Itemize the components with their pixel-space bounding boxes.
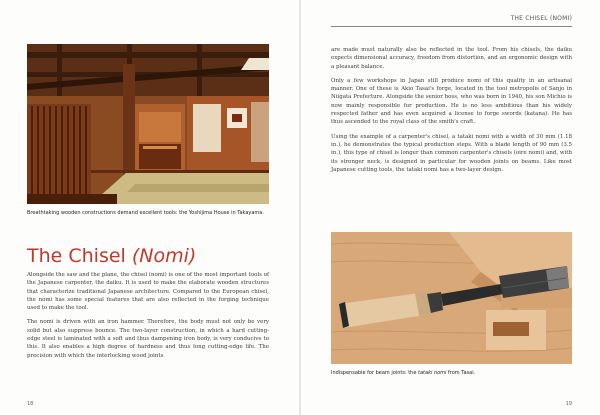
section-heading xyxy=(27,245,196,267)
right-paragraph-2: Only a few workshops in Japan still produce nomi of this quality in an artisanal manner. One of these is Akio Tasai's forge, located in the tool metropolis of Sanjo in Niigata Prefecture. Alongside the senior boss, who was born in 1940, his son Michio is now mainly responsible for production. He is no less ambitious than his widely respected father and has even acquired a license to forge swords (katana). He has thus ascended to the royal class of the smith's craft. xyxy=(331,77,572,126)
right-caption-prefix: Indispensable for beam joints: the xyxy=(331,370,417,376)
yoshijima-house-photo xyxy=(27,44,269,204)
left-paragraph-2: The nomi is driven with an iron hammer. Therefore, the body must not only be very solid but also suppress bounce. The two-layer construction, in which a hard cutting-edge steel is laminated with a soft and thus dampening iron body, is very conducive to this. It also enables a high degree of hardness and thus long cutting-edge life. The precision with which the interlocking wood joints xyxy=(27,319,269,359)
left-paragraph-1: Alongside the saw and the plane, the chisel (nomi) is one of the most important tools of the Japanese carpenter, the daiku. It is used to make the elaborate wooden structures that characterize traditional Japanese architecture. Compared to the European chisel, the nomi has some special features that are also reflected in the forging technique used to make the tool. xyxy=(27,272,269,312)
heading-main: The Chisel xyxy=(27,245,126,267)
right-caption-italic: tataki nomi xyxy=(418,370,447,376)
right-body-text xyxy=(331,46,572,180)
folio-right: 19 xyxy=(565,401,572,407)
tataki-nomi-photo xyxy=(331,232,572,364)
right-figure-caption xyxy=(331,370,572,377)
left-body-text xyxy=(27,271,269,366)
right-paragraph-1: are made must naturally also be reflected in the tool. From his chisels, the daiku expects dimensional accuracy, freedom from distortion, and an ergonomic design with a pleasant balance. xyxy=(331,47,572,70)
left-figure-caption-text: Breathtaking wooden constructions demand excellent tools: the Yoshijima House in Takayama. xyxy=(27,210,264,216)
right-caption-suffix: from Tasai. xyxy=(448,370,476,376)
running-head: THE CHISEL (NOMI) xyxy=(510,15,572,22)
folio-left: 18 xyxy=(27,401,34,407)
right-paragraph-3: Using the example of a carpenter's chisel, a tataki nomi with a width of 30 mm (1.18 in.), he demonstrates the typical production steps. With a blade length of 90 mm (3.5 in.), this type of chisel is longer than common carpenter's chisels (oire nomi) and, with its stronger neck, is designed in particular for wooden joints on beams. Like most Japanese cutting tools, the tataki nomi has a two-layer design. xyxy=(331,133,572,173)
left-figure-caption xyxy=(27,210,277,217)
heading-italic: (Nomi) xyxy=(131,245,197,267)
running-head-rule xyxy=(331,26,572,27)
